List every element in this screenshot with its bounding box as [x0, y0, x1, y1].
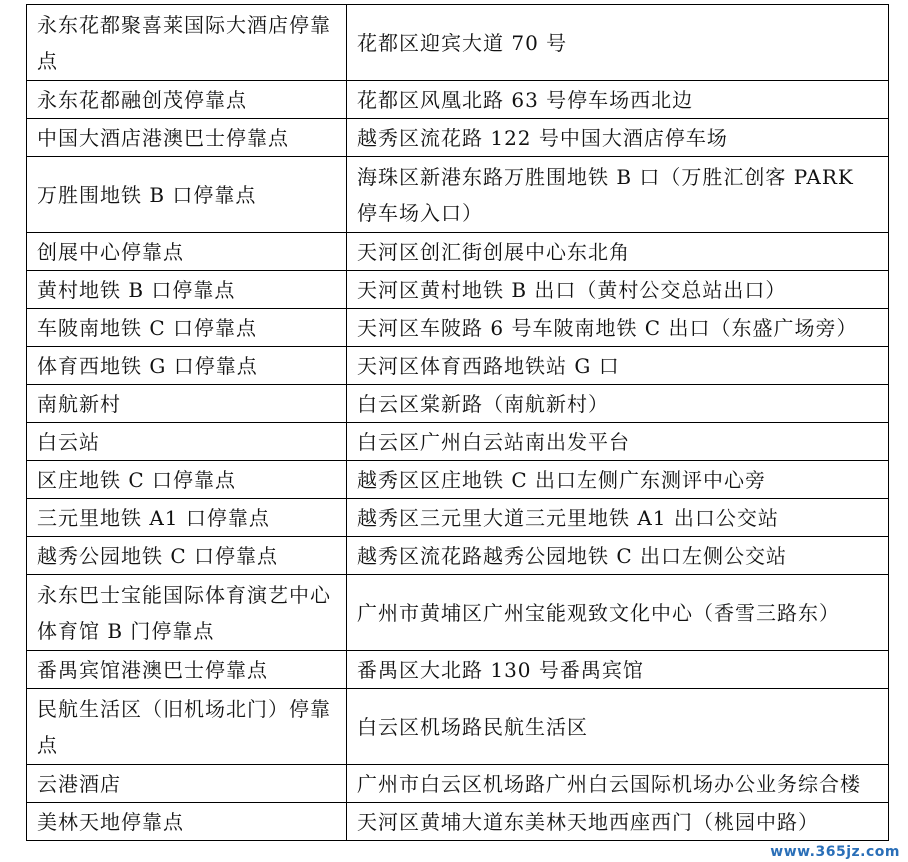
stop-name-cell: 黄村地铁 B 口停靠点 [27, 271, 347, 309]
address-cell: 白云区棠新路（南航新村） [347, 385, 889, 423]
table-row [27, 385, 889, 423]
table-row [27, 651, 889, 689]
stop-name-cell: 永东巴士宝能国际体育演艺中心体育馆 B 门停靠点 [27, 575, 347, 651]
table-row [27, 575, 889, 651]
stop-name-cell: 云港酒店 [27, 765, 347, 803]
stop-name-cell: 南航新村 [27, 385, 347, 423]
stop-name-cell: 区庄地铁 C 口停靠点 [27, 461, 347, 499]
table-row [27, 499, 889, 537]
address-cell: 天河区体育西路地铁站 G 口 [347, 347, 889, 385]
table-row [27, 309, 889, 347]
address-cell: 天河区创汇街创展中心东北角 [347, 233, 889, 271]
stop-name-cell: 永东花都聚喜莱国际大酒店停靠点 [27, 5, 347, 81]
table-row [27, 803, 889, 841]
table-row [27, 5, 889, 81]
stops-table-body [27, 5, 889, 841]
stop-name-cell: 番禺宾馆港澳巴士停靠点 [27, 651, 347, 689]
stop-name-cell: 车陂南地铁 C 口停靠点 [27, 309, 347, 347]
table-row [27, 765, 889, 803]
stop-name-cell: 三元里地铁 A1 口停靠点 [27, 499, 347, 537]
address-cell: 越秀区区庄地铁 C 出口左侧广东测评中心旁 [347, 461, 889, 499]
address-cell: 海珠区新港东路万胜围地铁 B 口（万胜汇创客 PARK 停车场入口） [347, 157, 889, 233]
table-row [27, 461, 889, 499]
stop-name-cell: 白云站 [27, 423, 347, 461]
stops-table [26, 4, 889, 841]
table-row [27, 537, 889, 575]
address-cell: 番禺区大北路 130 号番禺宾馆 [347, 651, 889, 689]
table-row [27, 347, 889, 385]
watermark: www.365jz.com [770, 844, 900, 860]
address-cell: 白云区机场路民航生活区 [347, 689, 889, 765]
stop-name-cell: 永东花都融创茂停靠点 [27, 81, 347, 119]
stop-name-cell: 创展中心停靠点 [27, 233, 347, 271]
stop-name-cell: 体育西地铁 G 口停靠点 [27, 347, 347, 385]
stop-name-cell: 民航生活区（旧机场北门）停靠点 [27, 689, 347, 765]
table-row [27, 423, 889, 461]
table-row [27, 271, 889, 309]
table-row [27, 157, 889, 233]
stop-name-cell: 美林天地停靠点 [27, 803, 347, 841]
address-cell: 越秀区流花路 122 号中国大酒店停车场 [347, 119, 889, 157]
stop-name-cell: 万胜围地铁 B 口停靠点 [27, 157, 347, 233]
address-cell: 白云区广州白云站南出发平台 [347, 423, 889, 461]
address-cell: 天河区黄埔大道东美林天地西座西门（桃园中路） [347, 803, 889, 841]
address-cell: 越秀区三元里大道三元里地铁 A1 出口公交站 [347, 499, 889, 537]
stop-name-cell: 越秀公园地铁 C 口停靠点 [27, 537, 347, 575]
table-row [27, 119, 889, 157]
table-row [27, 233, 889, 271]
address-cell: 天河区黄村地铁 B 出口（黄村公交总站出口） [347, 271, 889, 309]
address-cell: 广州市黄埔区广州宝能观致文化中心（香雪三路东） [347, 575, 889, 651]
table-row [27, 689, 889, 765]
stop-name-cell: 中国大酒店港澳巴士停靠点 [27, 119, 347, 157]
address-cell: 花都区迎宾大道 70 号 [347, 5, 889, 81]
address-cell: 天河区车陂路 6 号车陂南地铁 C 出口（东盛广场旁） [347, 309, 889, 347]
table-row [27, 81, 889, 119]
address-cell: 花都区风凰北路 63 号停车场西北边 [347, 81, 889, 119]
address-cell: 广州市白云区机场路广州白云国际机场办公业务综合楼 [347, 765, 889, 803]
address-cell: 越秀区流花路越秀公园地铁 C 出口左侧公交站 [347, 537, 889, 575]
